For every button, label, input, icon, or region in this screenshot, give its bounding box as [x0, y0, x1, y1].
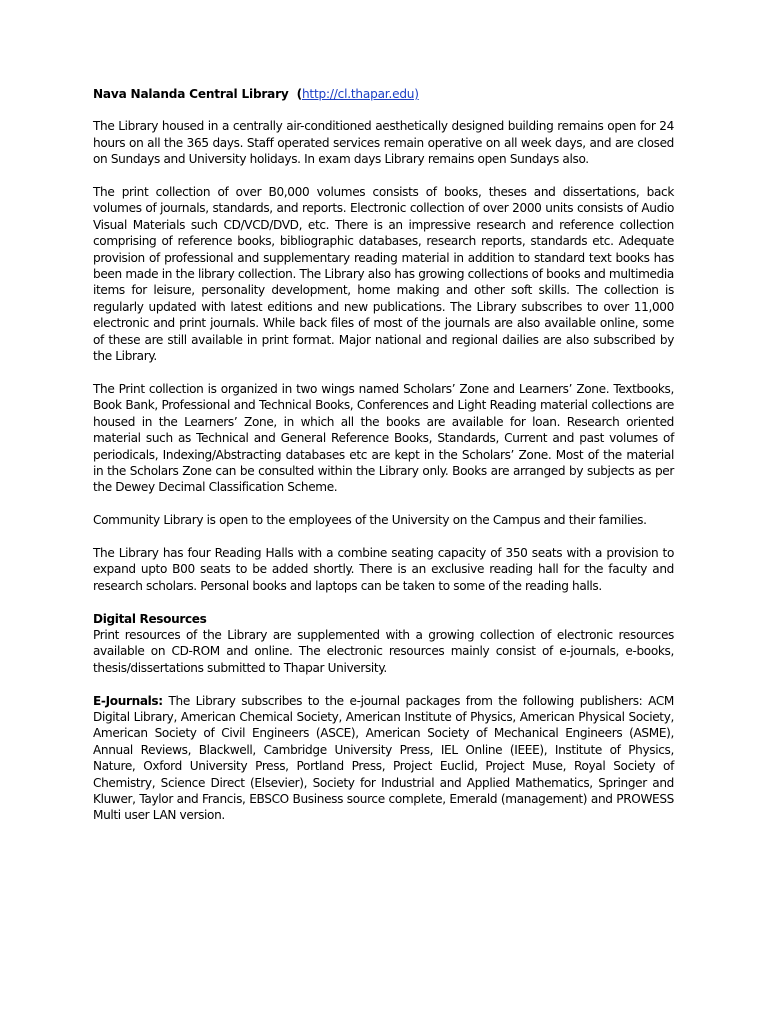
paragraph-e-journals: [93, 693, 674, 824]
e-journals-text: The Library subscribes to the e-journal packages from the following publishers: ACM Digital Library, American Chemical Society, American Institute of Physics, American Physical Society, American Society of Civil Engineers (ASCE), American Society of Mechanical Engineers (ASME), Annual Reviews, Blackwell, Cambridge University Press, IEL Online (IEEE), Institute of Physics, Nature, Oxford University Press, Portland Press, Project Euclid, Project Muse, Royal Society of Chemistry, Science Direct (Elsevier), Society for Industrial and Applied Mathematics, Springer and Kluwer, Taylor and Francis, EBSCO Business source complete, Emerald (management) and PROWESS Multi user LAN version.: [93, 693, 674, 823]
library-title: Nava Nalanda Central Library: [93, 87, 289, 101]
link-open-paren: (: [296, 87, 302, 101]
document-page: [93, 86, 674, 840]
paragraph-print-collection: The print collection of over B0,000 volumes consists of books, theses and dissertations, back volumes of journals, standards, and reports. Electronic collection of over 2000 units consists of Audio Visual Materials such CD/VCD/DVD, etc. There is an impressive research and reference collection comprising of reference books, bibliographic databases, research reports, standards etc. Adequate provision of professional and supplementary reading material in addition to standard text books has been made in the library collection. The Library also has growing collections of books and multimedia items for leisure, personality development, home making and other soft skills. The collection is regularly updated with latest editions and new publications. The Library subscribes to over 11,000 electronic and print journals. While back files of most of the journals are also available online, some of these are still available in print format. Major national and regional dailies are also subscribed by the Library.: [93, 185, 674, 364]
paragraph-opening-hours: The Library housed in a centrally air-conditioned aesthetically designed building remains open for 24 hours on all the 365 days. Staff operated services remain operative on all week days, and are closed on Sundays and University holidays. In exam days Library remains open Sundays also.: [93, 119, 674, 167]
library-url-link[interactable]: http://cl.thapar.edu): [301, 87, 419, 101]
paragraph-digital-resources: Print resources of the Library are supplemented with a growing collection of electronic resources available on CD-ROM and online. The electronic resources mainly consist of e-journals, e-books, thesis/dissertations submitted to Thapar University.: [93, 627, 674, 675]
library-heading: [93, 86, 674, 102]
e-journals-label: E-Journals:: [93, 693, 163, 708]
digital-resources-heading: Digital Resources: [93, 611, 207, 626]
paragraph-community-library: Community Library is open to the employees of the University on the Campus and their families.: [93, 513, 647, 528]
paragraph-collection-zones: The Print collection is organized in two wings named Scholars’ Zone and Learners’ Zone. Textbooks, Book Bank, Professional and Technical Books, Conferences and Light Reading material collections are housed in the Learners’ Zone, in which all the books are available for loan. Research oriented material such as Technical and General Reference Books, Standards, Current and past volumes of periodicals, Indexing/Abstracting databases etc are kept in the Scholars’ Zone. Most of the material in the Scholars Zone can be consulted within the Library only. Books are arranged by subjects as per the Dewey Decimal Classification Scheme.: [93, 381, 674, 495]
paragraph-reading-halls: The Library has four Reading Halls with a combine seating capacity of 350 seats with a provision to expand upto B00 seats to be added shortly. There is an exclusive reading hall for the faculty and research scholars. Personal books and laptops can be taken to some of the reading halls.: [93, 545, 674, 593]
